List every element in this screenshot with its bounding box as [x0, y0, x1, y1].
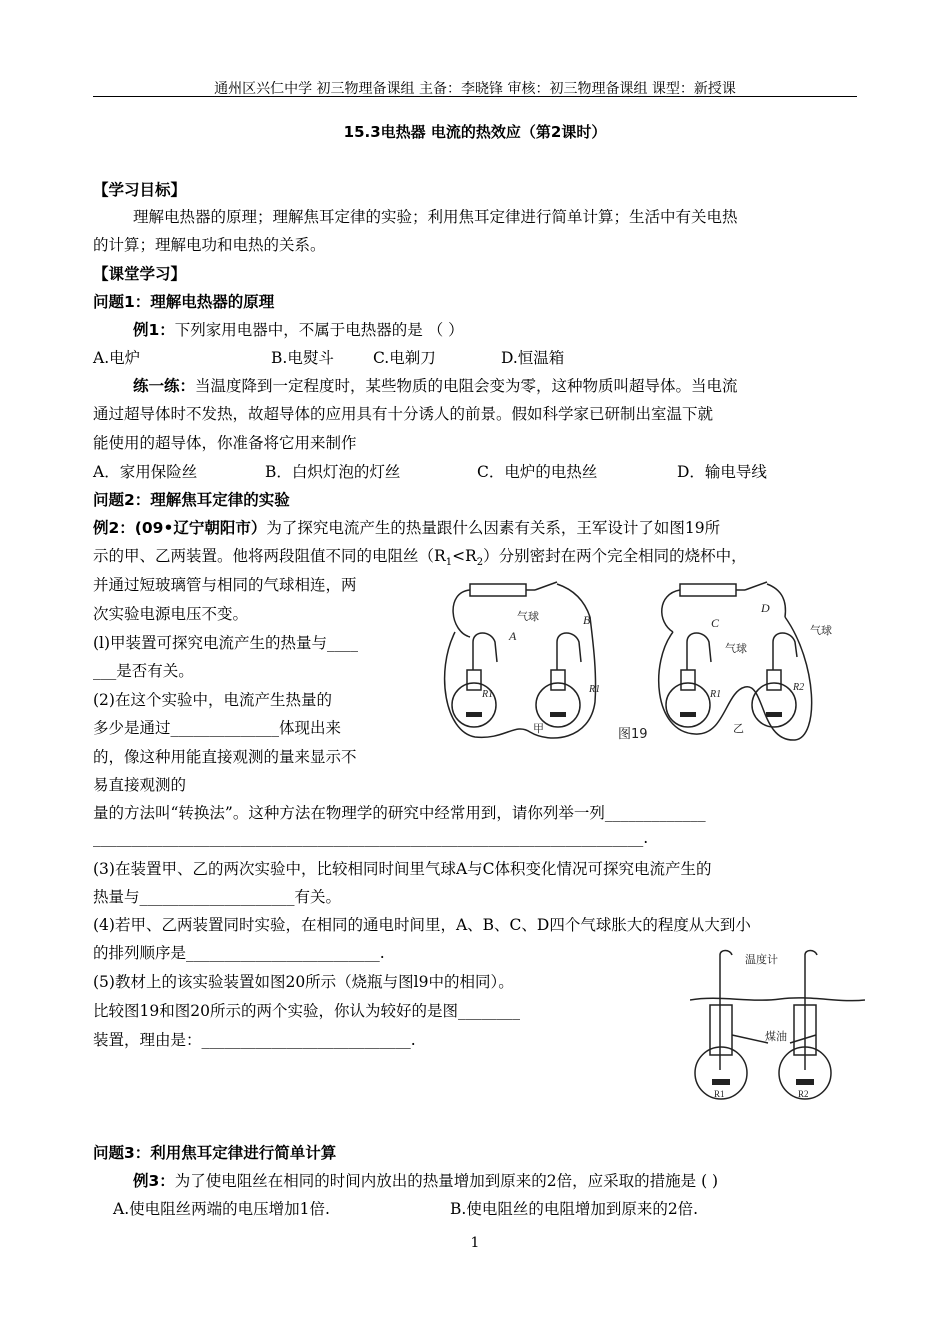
fig19-label-b: B [583, 613, 591, 627]
q1-heading: 问题1：理解电热器的原理 [93, 293, 275, 311]
fig19-label-d: D [761, 601, 770, 615]
header-rule [93, 96, 857, 97]
fig19-label-c: C [711, 616, 720, 630]
fig19-balloon-label-2: 气球 [725, 642, 747, 655]
fig19-r-label-3: R1 [710, 689, 722, 700]
q3-option-b: B.使电阻丝的电阻增加到原来的2倍. [450, 1200, 699, 1218]
practice-line-3: 能使用的超导体，你准备将它用来制作 [93, 434, 357, 452]
figure-20 [690, 945, 865, 1105]
q2-part2-line-1: (2)在这个实验中，电流产生热量的 [93, 691, 332, 709]
q2-example-line-1 [93, 516, 720, 538]
q2-example-line-4: 次实验电源电压不变。 [93, 605, 249, 623]
q2-part2-line-4: 易直接观测的 [93, 776, 187, 794]
practice-line-1 [133, 374, 738, 396]
resistor-right-2 [766, 712, 782, 717]
q2-line2-part-b: ）分别密封在两个完全相同的烧杯中， [483, 547, 747, 565]
q3-heading: 问题3：利用焦耳定律进行简单计算 [93, 1144, 337, 1162]
q2-part2-line-2: 多少是通过______________体现出来 [93, 719, 342, 737]
practice-option-d: D．输电导线 [677, 463, 767, 481]
q2-example-line-2 [93, 544, 747, 568]
fig19-caption: 图19 [618, 727, 648, 742]
q1-option-c: C.电剃刀 [373, 349, 436, 367]
q2-part4-line-1: (4)若甲、乙两装置同时实验，在相同的通电时间里，A、B、C、D四个气球胀大的程度从大到小 [93, 916, 751, 934]
fig20-oil-label: 煤油 [765, 1030, 787, 1043]
q2-line2-lt: <R [452, 547, 477, 565]
q2-part2-line-6: _______________________________________________________________________. [93, 829, 649, 847]
q2-part3-line-2: 热量与____________________有关。 [93, 888, 342, 906]
practice-option-c: C．电炉的电热丝 [477, 463, 598, 481]
q2-part2-line-3: 的，像这种用能直接观测的量来显示不 [93, 748, 357, 766]
practice-line-2: 通过超导体时不发热，故超导体的应用具有十分诱人的前景。假如科学家已研制出室温下就 [93, 405, 714, 423]
q2-part5-line-1: (5)教材上的该实验装置如图20所示（烧瓶与图l9中的相同）。 [93, 973, 514, 991]
fig20-thermometer-label: 温度计 [745, 953, 778, 966]
r2-subscript: 2 [476, 557, 484, 569]
goals-line-2: 的计算；理解电功和电热的关系。 [93, 236, 326, 254]
q1-option-d: D.恒温箱 [501, 349, 565, 367]
q2-example-label: 例2：(09•辽宁朝阳市） [93, 519, 267, 537]
class-heading: 【课堂学习】 [93, 265, 187, 283]
q2-heading: 问题2：理解焦耳定律的实验 [93, 491, 290, 509]
q2-part2-line-5: 量的方法叫“转换法”。这种方法在物理学的研究中经常用到，请你列举一列_____________ [93, 804, 706, 822]
q2-example-line-3: 并通过短玻璃管与相同的气球相连，两 [93, 576, 357, 594]
resistor-right-1 [680, 712, 696, 717]
q2-example-text-1: 为了探究电流产生的热量跟什么因素有关系，王军设计了如图19所 [266, 519, 721, 537]
goals-heading: 【学习目标】 [93, 181, 187, 199]
q2-part1-line-1: (l)甲装置可探究电流产生的热量与____ [93, 634, 359, 652]
q2-part1-line-2: ___是否有关。 [93, 662, 194, 680]
battery-right [680, 584, 736, 596]
fig19-balloon-label-3: 气球 [810, 624, 832, 637]
fig19-balloon-label-1: 气球 [517, 610, 539, 623]
q3-option-a: A.使电阻丝两端的电压增加1倍. [113, 1200, 330, 1218]
practice-text-1: 当温度降到一定程度时，某些物质的电阻会变为零，这种物质叫超导体。当电流 [195, 377, 738, 395]
resistor-r1 [712, 1079, 730, 1085]
page-header: 通州区兴仁中学 初三物理备课组 主备：李晓锋 审核：初三物理备课组 课型：新授课 [214, 81, 736, 97]
q1-example-text: 下列家用电器中，不属于电热器的是 （ ） [174, 321, 464, 339]
resistor-left-1 [466, 712, 482, 717]
q1-option-a: A.电炉 [93, 349, 141, 367]
q1-example-label: 例1： [133, 321, 175, 339]
q2-part5-line-3: 装置，理由是：___________________________. [93, 1031, 416, 1049]
fig20-r1-label: R1 [714, 1089, 725, 1099]
q3-example [133, 1169, 718, 1191]
figure-19 [425, 572, 850, 747]
page-number: 1 [470, 1235, 480, 1251]
q2-part5-line-2: 比较图19和图20所示的两个实验，你认为较好的是图________ [93, 1002, 520, 1020]
r1-subscript: 1 [445, 557, 453, 569]
q3-example-text: 为了使电阻丝在相同的时间内放出的热量增加到原来的2倍，应采取的措施是 ( ) [174, 1172, 719, 1190]
fig19-label-yi: 乙 [733, 722, 744, 735]
fig19-r-label-4: R2 [793, 682, 805, 693]
fig19-r-label-2: R1 [589, 684, 601, 695]
q1-example [133, 318, 464, 340]
fig20-r2-label: R2 [798, 1089, 809, 1099]
fig19-label-jia: 甲 [533, 722, 544, 735]
fig19-label-a: A [509, 629, 517, 643]
q2-part3-line-1: (3)在装置甲、乙的两次实验中，比较相同时间里气球A与C体积变化情况可探究电流产生的 [93, 860, 712, 878]
resistor-r2 [796, 1079, 814, 1085]
fig19-r-label-1: R1 [482, 689, 494, 700]
practice-label: 练一练： [133, 377, 196, 395]
q1-option-b: B.电熨斗 [271, 349, 334, 367]
goals-line-1: 理解电热器的原理；理解焦耳定律的实验；利用焦耳定律进行简单计算；生活中有关电热 [133, 208, 738, 226]
q3-example-label: 例3： [133, 1172, 175, 1190]
practice-option-a: A．家用保险丝 [93, 463, 198, 481]
battery-left [470, 584, 526, 596]
resistor-left-2 [550, 712, 566, 717]
lesson-title: 15.3电热器 电流的热效应（第2课时） [343, 123, 607, 141]
q2-line2-part-a: 示的甲、乙两装置。他将两段阻值不同的电阻丝（R [93, 547, 446, 565]
practice-option-b: B．白炽灯泡的灯丝 [265, 463, 401, 481]
q2-part4-line-2: 的排列顺序是_________________________. [93, 944, 385, 962]
